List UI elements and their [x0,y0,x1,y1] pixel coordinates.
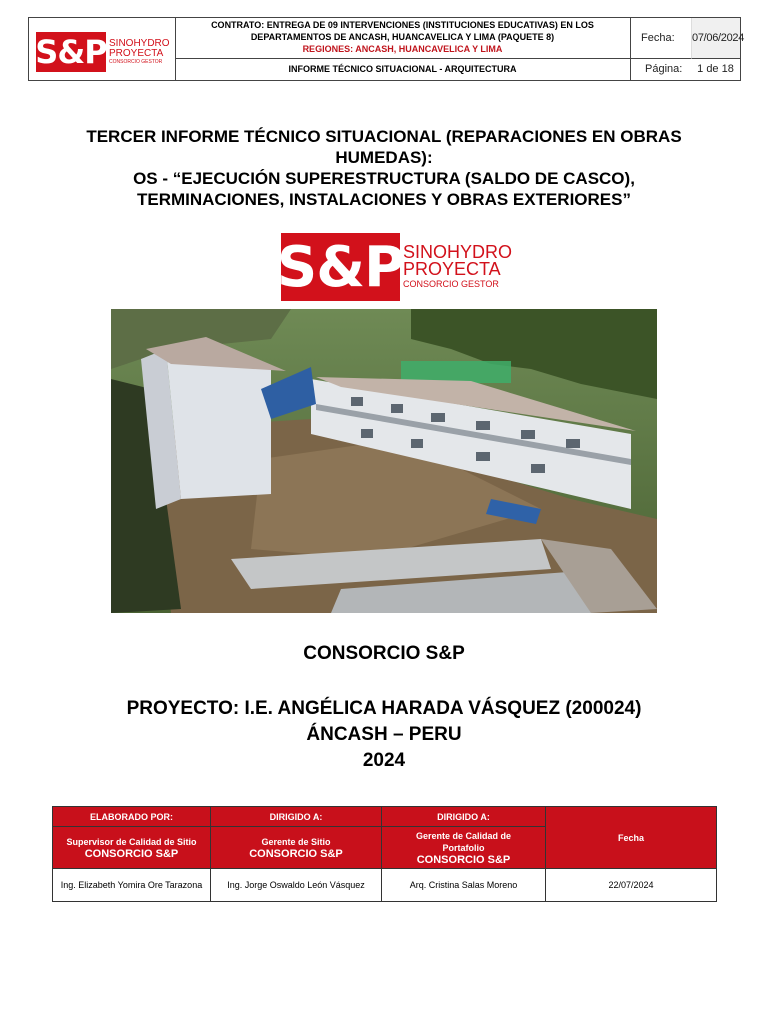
regions-line: REGIONES: ANCASH, HUANCAVELICA Y LIMA [302,44,503,54]
signature-table [52,806,717,902]
title-line-1: TERCER INFORME TÉCNICO SITUACIONAL (REPARACIONES EN OBRAS [86,127,682,146]
name-1: Ing. Elizabeth Yomira Ore Tarazona [53,869,211,902]
company-logo [36,32,170,72]
fecha-label: Fecha: [631,18,691,59]
logo-line-2: PROYECTA [109,47,164,59]
role-3: Gerente de Calidad de Portafolio [415,830,512,853]
photo-building-left-front [166,349,271,499]
contract-line-2: DEPARTAMENTOS DE ANCASH, HUANCAVELICA Y LIMA (PAQUETE 8) [250,32,555,42]
role-2: Gerente de Sitio [261,836,331,847]
center-logo-line-2: PROYECTA [403,259,501,279]
center-logo-line-3: CONSORCIO GESTOR [403,279,499,289]
role-cell-2 [211,827,382,869]
logo-line-3: CONSORCIO GESTOR [109,58,163,65]
title-line-2: HUMEDAS): [335,148,433,167]
role-1-org: CONSORCIO S&P [84,847,179,860]
name-2: Ing. Jorge Oswaldo León Vásquez [211,869,382,902]
logo-line-1: SINOHYDRO [109,37,170,49]
project-location: ÁNCASH – PERU [306,724,462,745]
signature-header-row [53,807,717,827]
pagina-value: 1 de 18 [697,63,734,75]
contract-line-1: CONTRATO: ENTREGA DE 09 INTERVENCIONES (INSTITUCIONES EDUCATIVAS) EN LOS [211,20,594,30]
center-logo-line-1: SINOHYDRO [403,242,513,262]
title-line-3: OS - “EJECUCIÓN SUPERESTRUCTURA (SALDO DE CASCO), [133,169,635,188]
report-title [40,126,728,210]
header-logo-cell [29,18,176,80]
role-1: Supervisor de Calidad de Sitio [66,836,197,847]
signature-name-row [53,869,717,902]
report-subtitle: INFORME TÉCNICO SITUACIONAL - ARQUITECTURA [175,59,631,80]
role-cell-3 [382,827,546,869]
contract-description [175,18,631,59]
logo-brand-text [109,39,170,66]
title-line-4: TERMINACIONES, INSTALACIONES Y OBRAS EXTERIORES” [136,190,631,209]
project-name: PROYECTO: I.E. ANGÉLICA HARADA VÁSQUEZ (200024) [126,698,642,719]
signature-date: 22/07/2024 [546,869,717,902]
header-fecha: Fecha [546,807,717,869]
role-cell-1 [53,827,211,869]
center-logo-mark: S&P [276,234,405,300]
site-photo [111,309,657,613]
header-dirigido-1: DIRIGIDO A: [211,807,382,827]
pagina-label: Página: [645,63,683,75]
document-header [28,17,745,81]
role-3-org: CONSORCIO S&P [416,853,511,866]
center-logo [276,233,513,301]
center-logo-brand-text [403,244,512,290]
fecha-value: 07/06/2024 [691,18,740,59]
header-elaborado: ELABORADO POR: [53,807,211,827]
project-year: 2024 [362,750,406,771]
header-dirigido-2: DIRIGIDO A: [382,807,546,827]
logo-mark: S&P [35,33,107,71]
name-3: Arq. Cristina Salas Moreno [382,869,546,902]
consortium-name: CONSORCIO S&P [303,643,465,664]
project-info [0,696,768,774]
role-2-org: CONSORCIO S&P [249,847,343,860]
